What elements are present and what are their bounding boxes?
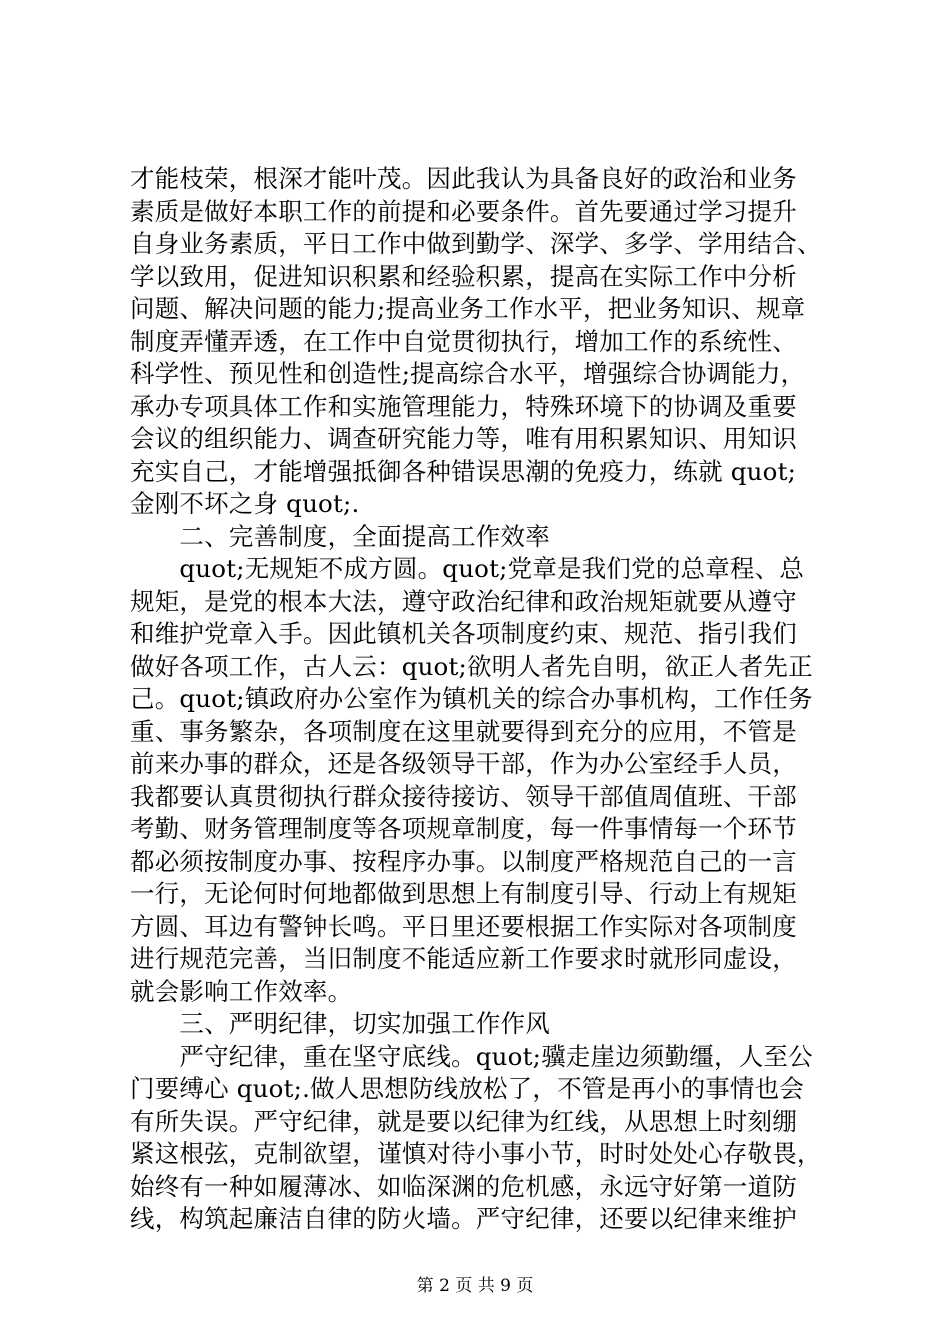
text-line: 制度弄懂弄透，在工作中自觉贯彻执行，增加工作的系统性、 (130, 326, 797, 356)
text-line: 做好各项工作，古人云：quot;欲明人者先自明，欲正人者先正 (130, 651, 813, 681)
text-line: 我都要认真贯彻执行群众接待接访、领导干部值周值班、干部 (130, 781, 797, 811)
text-line: 门要缚心 quot;.做人思想防线放松了，不管是再小的事情也会 (130, 1074, 805, 1103)
text-line: 有所失误。严守纪律，就是要以纪律为红线，从思想上时刻绷 (130, 1106, 797, 1136)
body-text (130, 163, 830, 1236)
section-heading: 三、严明纪律，切实加强工作作风 (130, 1009, 550, 1038)
text-line: 前来办事的群众，还是各级领导干部，作为办公室经手人员， (130, 749, 797, 778)
text-line: 会议的组织能力、调查研究能力等，唯有用积累知识、用知识 (130, 424, 797, 453)
text-line: 就会影响工作效率。 (130, 976, 353, 1006)
section-heading: 二、完善制度，全面提高工作效率 (130, 521, 550, 551)
text-line: 都必须按制度办事、按程序办事。以制度严格规范自己的一言 (130, 846, 797, 876)
text-line: 问题、解决问题的能力;提高业务工作水平，把业务知识、规章 (130, 294, 806, 323)
text-line: 承办专项具体工作和实施管理能力，特殊环境下的协调及重要 (130, 391, 797, 421)
text-line: 规矩，是党的根本大法，遵守政治纪律和政治规矩就要从遵守 (130, 586, 797, 616)
text-line: 素质是做好本职工作的前提和必要条件。首先要通过学习提升 (130, 196, 797, 226)
text-line: 始终有一种如履薄冰、如临深渊的危机感，永远守好第一道防 (130, 1171, 797, 1201)
text-line: 线，构筑起廉洁自律的防火墙。严守纪律，还要以纪律来维护 (130, 1204, 797, 1233)
text-line: 和维护党章入手。因此镇机关各项制度约束、规范、指引我们 (130, 619, 797, 648)
text-line: 重、事务繁杂，各项制度在这里就要得到充分的应用，不管是 (130, 716, 797, 746)
text-line: 考勤、财务管理制度等各项规章制度，每一件事情每一个环节 (130, 814, 797, 843)
text-line: 方圆、耳边有警钟长鸣。平日里还要根据工作实际对各项制度 (130, 911, 797, 941)
text-line: quot;无规矩不成方圆。quot;党章是我们党的总章程、总 (130, 554, 805, 583)
page-number-footer: 第 2 页 共 9 页 (416, 1276, 534, 1296)
text-line: 进行规范完善，当旧制度不能适应新工作要求时就形同虚设， (130, 944, 797, 973)
text-line: 严守纪律，重在坚守底线。quot;骥走崖边须勤缰，人至公 (130, 1041, 813, 1071)
text-line: 科学性、预见性和创造性;提高综合水平，增强综合协调能力， (130, 359, 806, 388)
text-line: 充实自己，才能增强抵御各种错误思潮的免疫力，练就 quot; (130, 456, 797, 486)
text-line: 学以致用，促进知识积累和经验积累，提高在实际工作中分析 (130, 261, 797, 291)
text-line: 一行，无论何时何地都做到思想上有制度引导、行动上有规矩 (130, 879, 797, 908)
text-line: 自身业务素质，平日工作中做到勤学、深学、多学、学用结合、 (130, 229, 822, 258)
text-line: 金刚不坏之身 quot;. (130, 489, 360, 518)
text-line: 紧这根弦，克制欲望，谨慎对待小事小节，时时处处心存敬畏， (130, 1139, 822, 1168)
text-line: 才能枝荣，根深才能叶茂。因此我认为具备良好的政治和业务 (130, 164, 797, 193)
text-line: 己。quot;镇政府办公室作为镇机关的综合办事机构，工作任务 (130, 684, 813, 713)
